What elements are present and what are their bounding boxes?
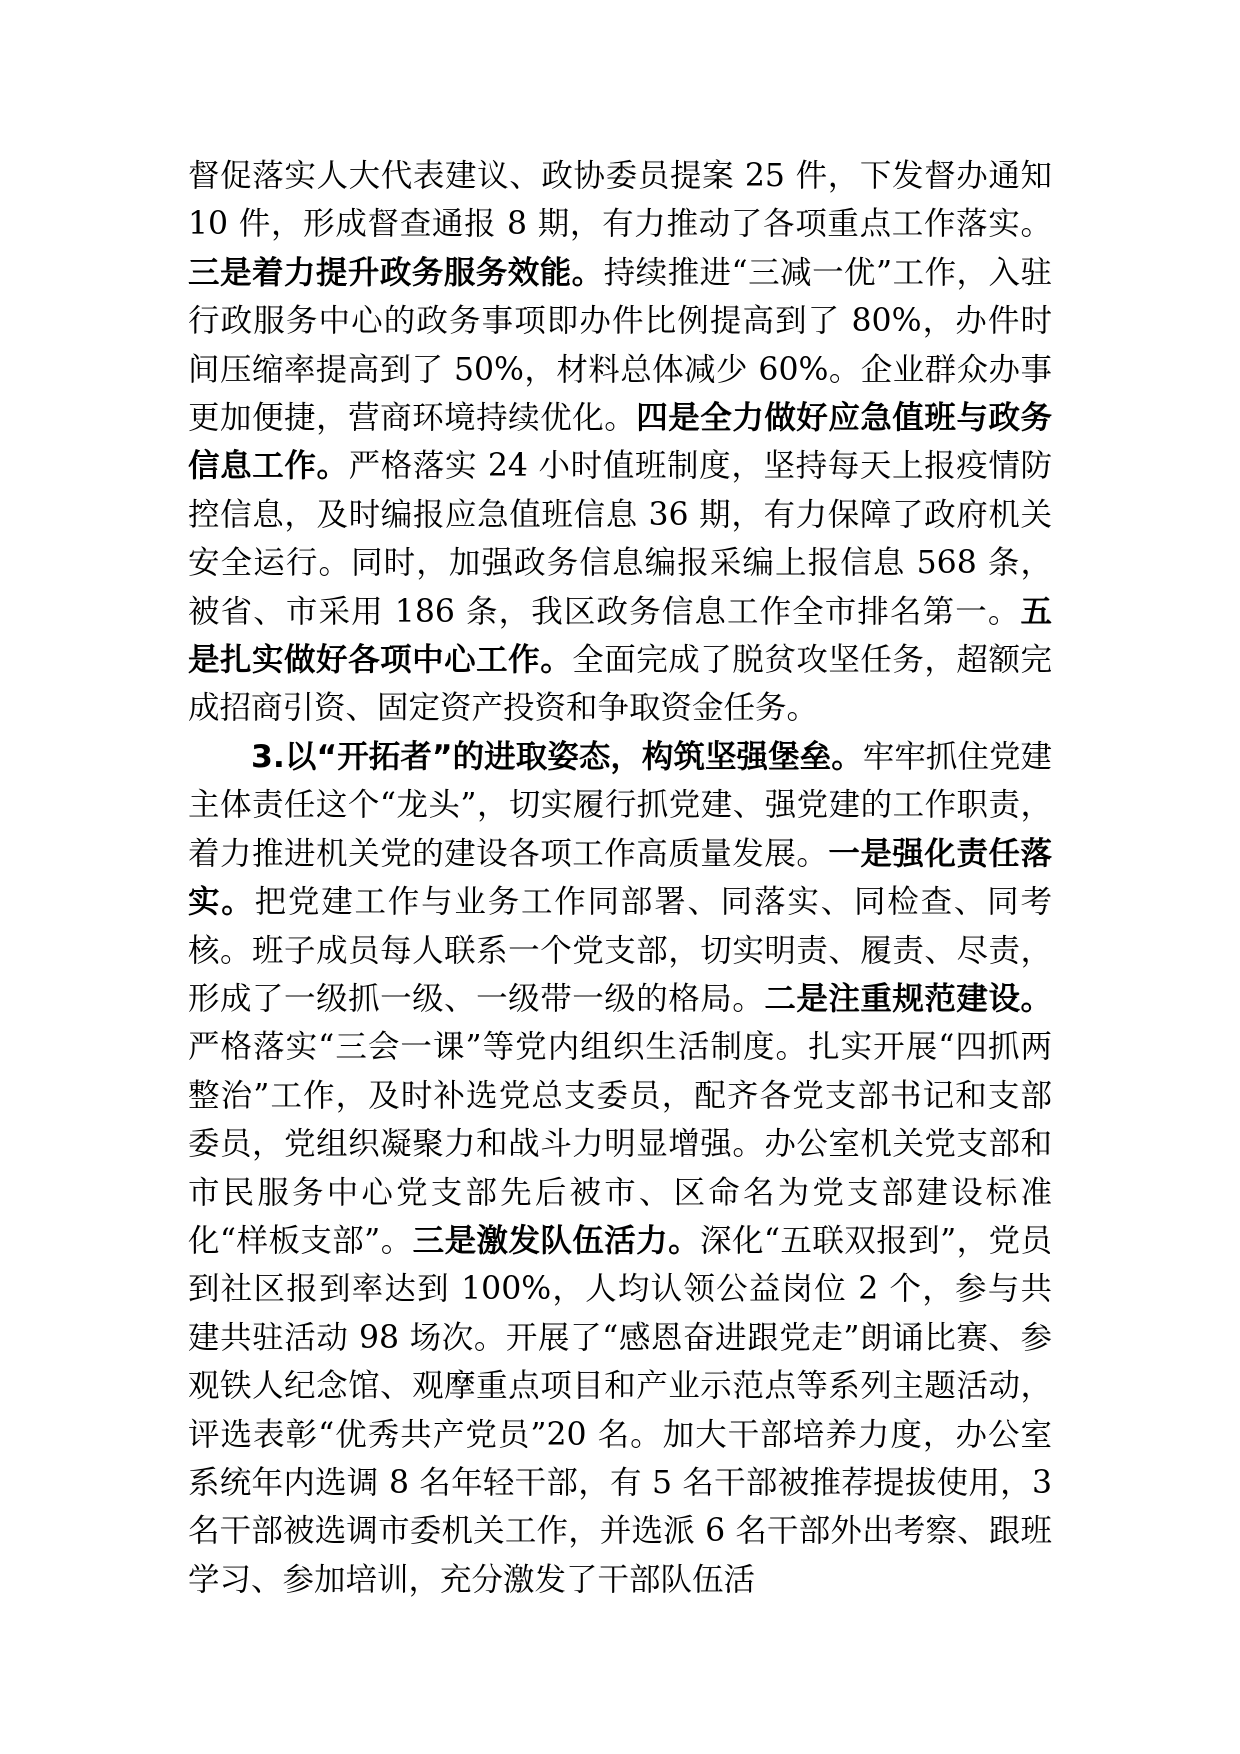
paragraph-2-heading-2: 二是注重规范建设。 bbox=[764, 980, 1052, 1017]
paragraph-1-text-4: 全面完成了脱贫攻坚任务，超额完成招商引资、固定资产投资和争取资金任务。 bbox=[188, 642, 1052, 727]
paragraph-1-text-1: 督促落实人大代表建议、政协委员提案 25 件，下发督办通知 10 件，形成督查通报 8 期，有力推动了各项重点工作落实。 bbox=[188, 158, 1052, 243]
paragraph-2-heading-3: 三是激发队伍活力。 bbox=[412, 1222, 701, 1259]
section-heading-3: 3.以“开拓者”的进取姿态，构筑坚强堡垒。 bbox=[251, 738, 863, 775]
paragraph-2-text-2: 把党建工作与业务工作同部署、同落实、同检查、同考核。班子成员每人联系一个党支部，切实明责、履责、尽责，形成了一级抓一级、一级带一级的格局。 bbox=[188, 884, 1052, 1017]
paragraph-2 bbox=[188, 733, 1052, 1604]
paragraph-2-text-1: 牢牢抓住党建主体责任这个“龙头”，切实履行抓党建、强党建的工作职责，着力推进机关党的建设各项工作高质量发展。 bbox=[188, 738, 1052, 872]
document-page bbox=[188, 152, 1052, 1604]
paragraph-1-heading-3: 三是着力提升政务服务效能。 bbox=[188, 254, 604, 291]
paragraph-2-heading-1: 一是强化责任落实。 bbox=[188, 835, 1052, 921]
paragraph-1-text-2: 持续推进“三减一优”工作，入驻行政服务中心的政务事项即办件比例提高到了 80%，办件时间压缩率提高到了 50%，材料总体减少 60%。企业群众办事更加便捷，营商环境持续优化。 bbox=[188, 254, 1052, 437]
paragraph-1 bbox=[188, 152, 1052, 733]
paragraph-1-heading-4: 四是全力做好应急值班与政务信息工作。 bbox=[188, 400, 1052, 485]
paragraph-1-text-3: 严格落实 24 小时值班制度，坚持每天上报疫情防控信息，及时编报应急值班信息 36 期，有力保障了政府机关安全运行。同时，加强政务信息编报采编上报信息 568 条，被省、市采用 186 条，我区政务信息工作全市排名第一。 bbox=[188, 448, 1052, 630]
paragraph-1-heading-5: 五是扎实做好各项中心工作。 bbox=[188, 593, 1052, 679]
paragraph-2-text-3: 严格落实“三会一课”等党内组织生活制度。扎实开展“四抓两整治”工作，及时补选党总支委员，配齐各党支部书记和支部委员，党组织凝聚力和战斗力明显增强。办公室机关党支部和市民服务中心党支部先后被市、区命名为党支部建设标准化“样板支部”。 bbox=[188, 1029, 1052, 1259]
paragraph-2-text-4: 深化“五联双报到”，党员到社区报到率达到 100%，人均认领公益岗位 2 个，参与共建共驻活动 98 场次。开展了“感恩奋进跟党走”朗诵比赛、参观铁人纪念馆、观摩重点项目和产业示范点等系列主题活动，评选表彰“优秀共产党员”20 名。加大干部培养力度，办公室系统年内选调 8 名年轻干部，有 5 名干部被推荐提拔使用，3 名干部被选调市委机关工作，并选派 6 名干部外出考察、跟班学习、参加培训，充分激发了干部队伍活 bbox=[188, 1222, 1052, 1598]
